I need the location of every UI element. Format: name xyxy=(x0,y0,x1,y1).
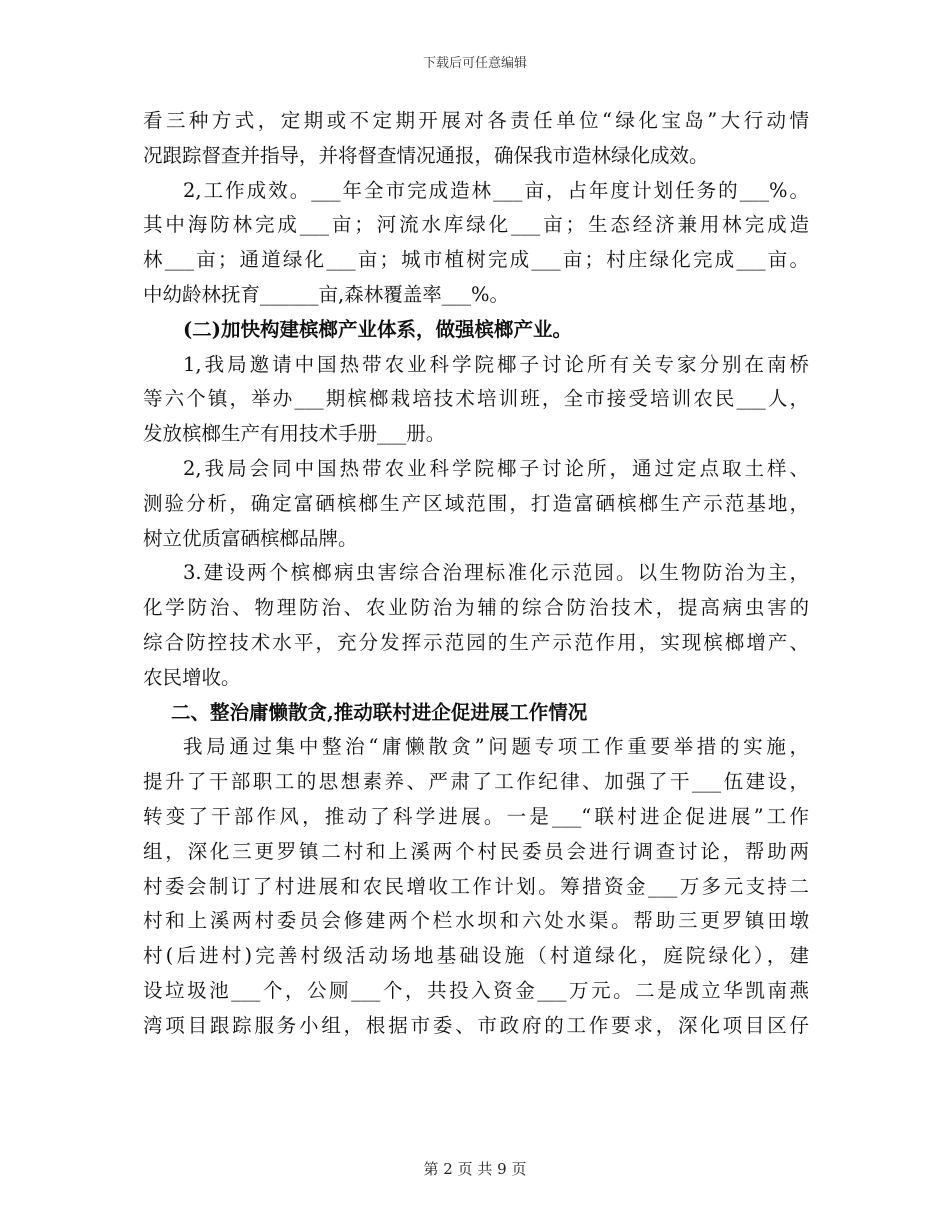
text-line: 测验分析，确定富硒槟榔生产区域范围，打造富硒槟榔生产示范基地， xyxy=(143,491,809,515)
document-body xyxy=(143,104,809,1044)
text-line: 3.建设两个槟榔病虫害综合治理标准化示范园。以生物防治为主， xyxy=(183,561,809,585)
text-line: 提升了干部职工的思想素养、严肃了工作纪律、加强了干___伍建设， xyxy=(143,770,809,794)
text-line: 村委会制订了村进展和农民增收工作计划。筹措资金___万多元支持二 xyxy=(143,874,809,898)
text-line: 看三种方式，定期或不定期开展对各责任单位“绿化宝岛”大行动情 xyxy=(143,109,809,132)
text-line: 况跟踪督查并指导，并将督查情况通报，确保我市造林绿化成效。 xyxy=(143,143,709,167)
text-line: 2,工作成效。___年全市完成造林___亩，占年度计划任务的___%。 xyxy=(183,178,809,202)
text-line: 树立优质富硒槟榔品牌。 xyxy=(143,526,358,550)
text-line: 中幼龄林抚育______亩,森林覆盖率___%。 xyxy=(143,282,509,306)
text-line: 其中海防林完成___亩；河流水库绿化___亩；生态经济兼用林完成造 xyxy=(143,213,809,237)
text-line: 村(后进村)完善村级活动场地基础设施（村道绿化，庭院绿化），建 xyxy=(143,944,809,968)
text-line: 林___亩；通道绿化___亩；城市植树完成___亩；村庄绿化完成___亩。 xyxy=(143,248,809,272)
text-line: 化学防治、物理防治、农业防治为辅的综合防治技术，提高病虫害的 xyxy=(143,596,809,620)
text-line: 发放槟榔生产有用技术手册___册。 xyxy=(143,422,446,446)
text-line: 等六个镇，举办___期槟榔栽培技术培训班，全市接受培训农民___人， xyxy=(143,387,809,411)
header-note: 下载后可任意编辑 xyxy=(422,56,527,71)
text-line: 1,我局邀请中国热带农业科学院椰子讨论所有关专家分别在南桥 xyxy=(183,352,809,376)
text-line: 湾项目跟踪服务小组，根据市委、市政府的工作要求，深化项目区仔 xyxy=(143,1013,809,1037)
section-heading: (二)加快构建槟榔产业体系，做强槟榔产业。 xyxy=(183,317,572,341)
text-line: 我局通过集中整治“庸懒散贪”问题专项工作重要举措的实施， xyxy=(183,735,809,759)
text-line: 综合防控技术水平，充分发挥示范园的生产示范作用，实现槟榔增产、 xyxy=(143,630,809,654)
text-line: 设垃圾池___个，公厕___个，共投入资金___万元。二是成立华凯南燕 xyxy=(143,978,809,1002)
section-heading: 二、整治庸懒散贪,推动联村进企促进展工作情况 xyxy=(171,700,588,724)
text-line: 农民增收。 xyxy=(143,665,241,689)
text-line: 组，深化三更罗镇二村和上溪两个村民委员会进行调查讨论，帮助两 xyxy=(143,839,809,863)
text-line: 转变了干部作风，推动了科学进展。一是___“联村进企促进展”工作 xyxy=(143,804,809,828)
page-number: 第 2 页 共 9 页 xyxy=(423,1160,527,1178)
text-line: 2,我局会同中国热带农业科学院椰子讨论所，通过定点取土样、 xyxy=(183,456,809,480)
text-line: 村和上溪两村委员会修建两个栏水坝和六处水渠。帮助三更罗镇田墩 xyxy=(143,909,809,933)
